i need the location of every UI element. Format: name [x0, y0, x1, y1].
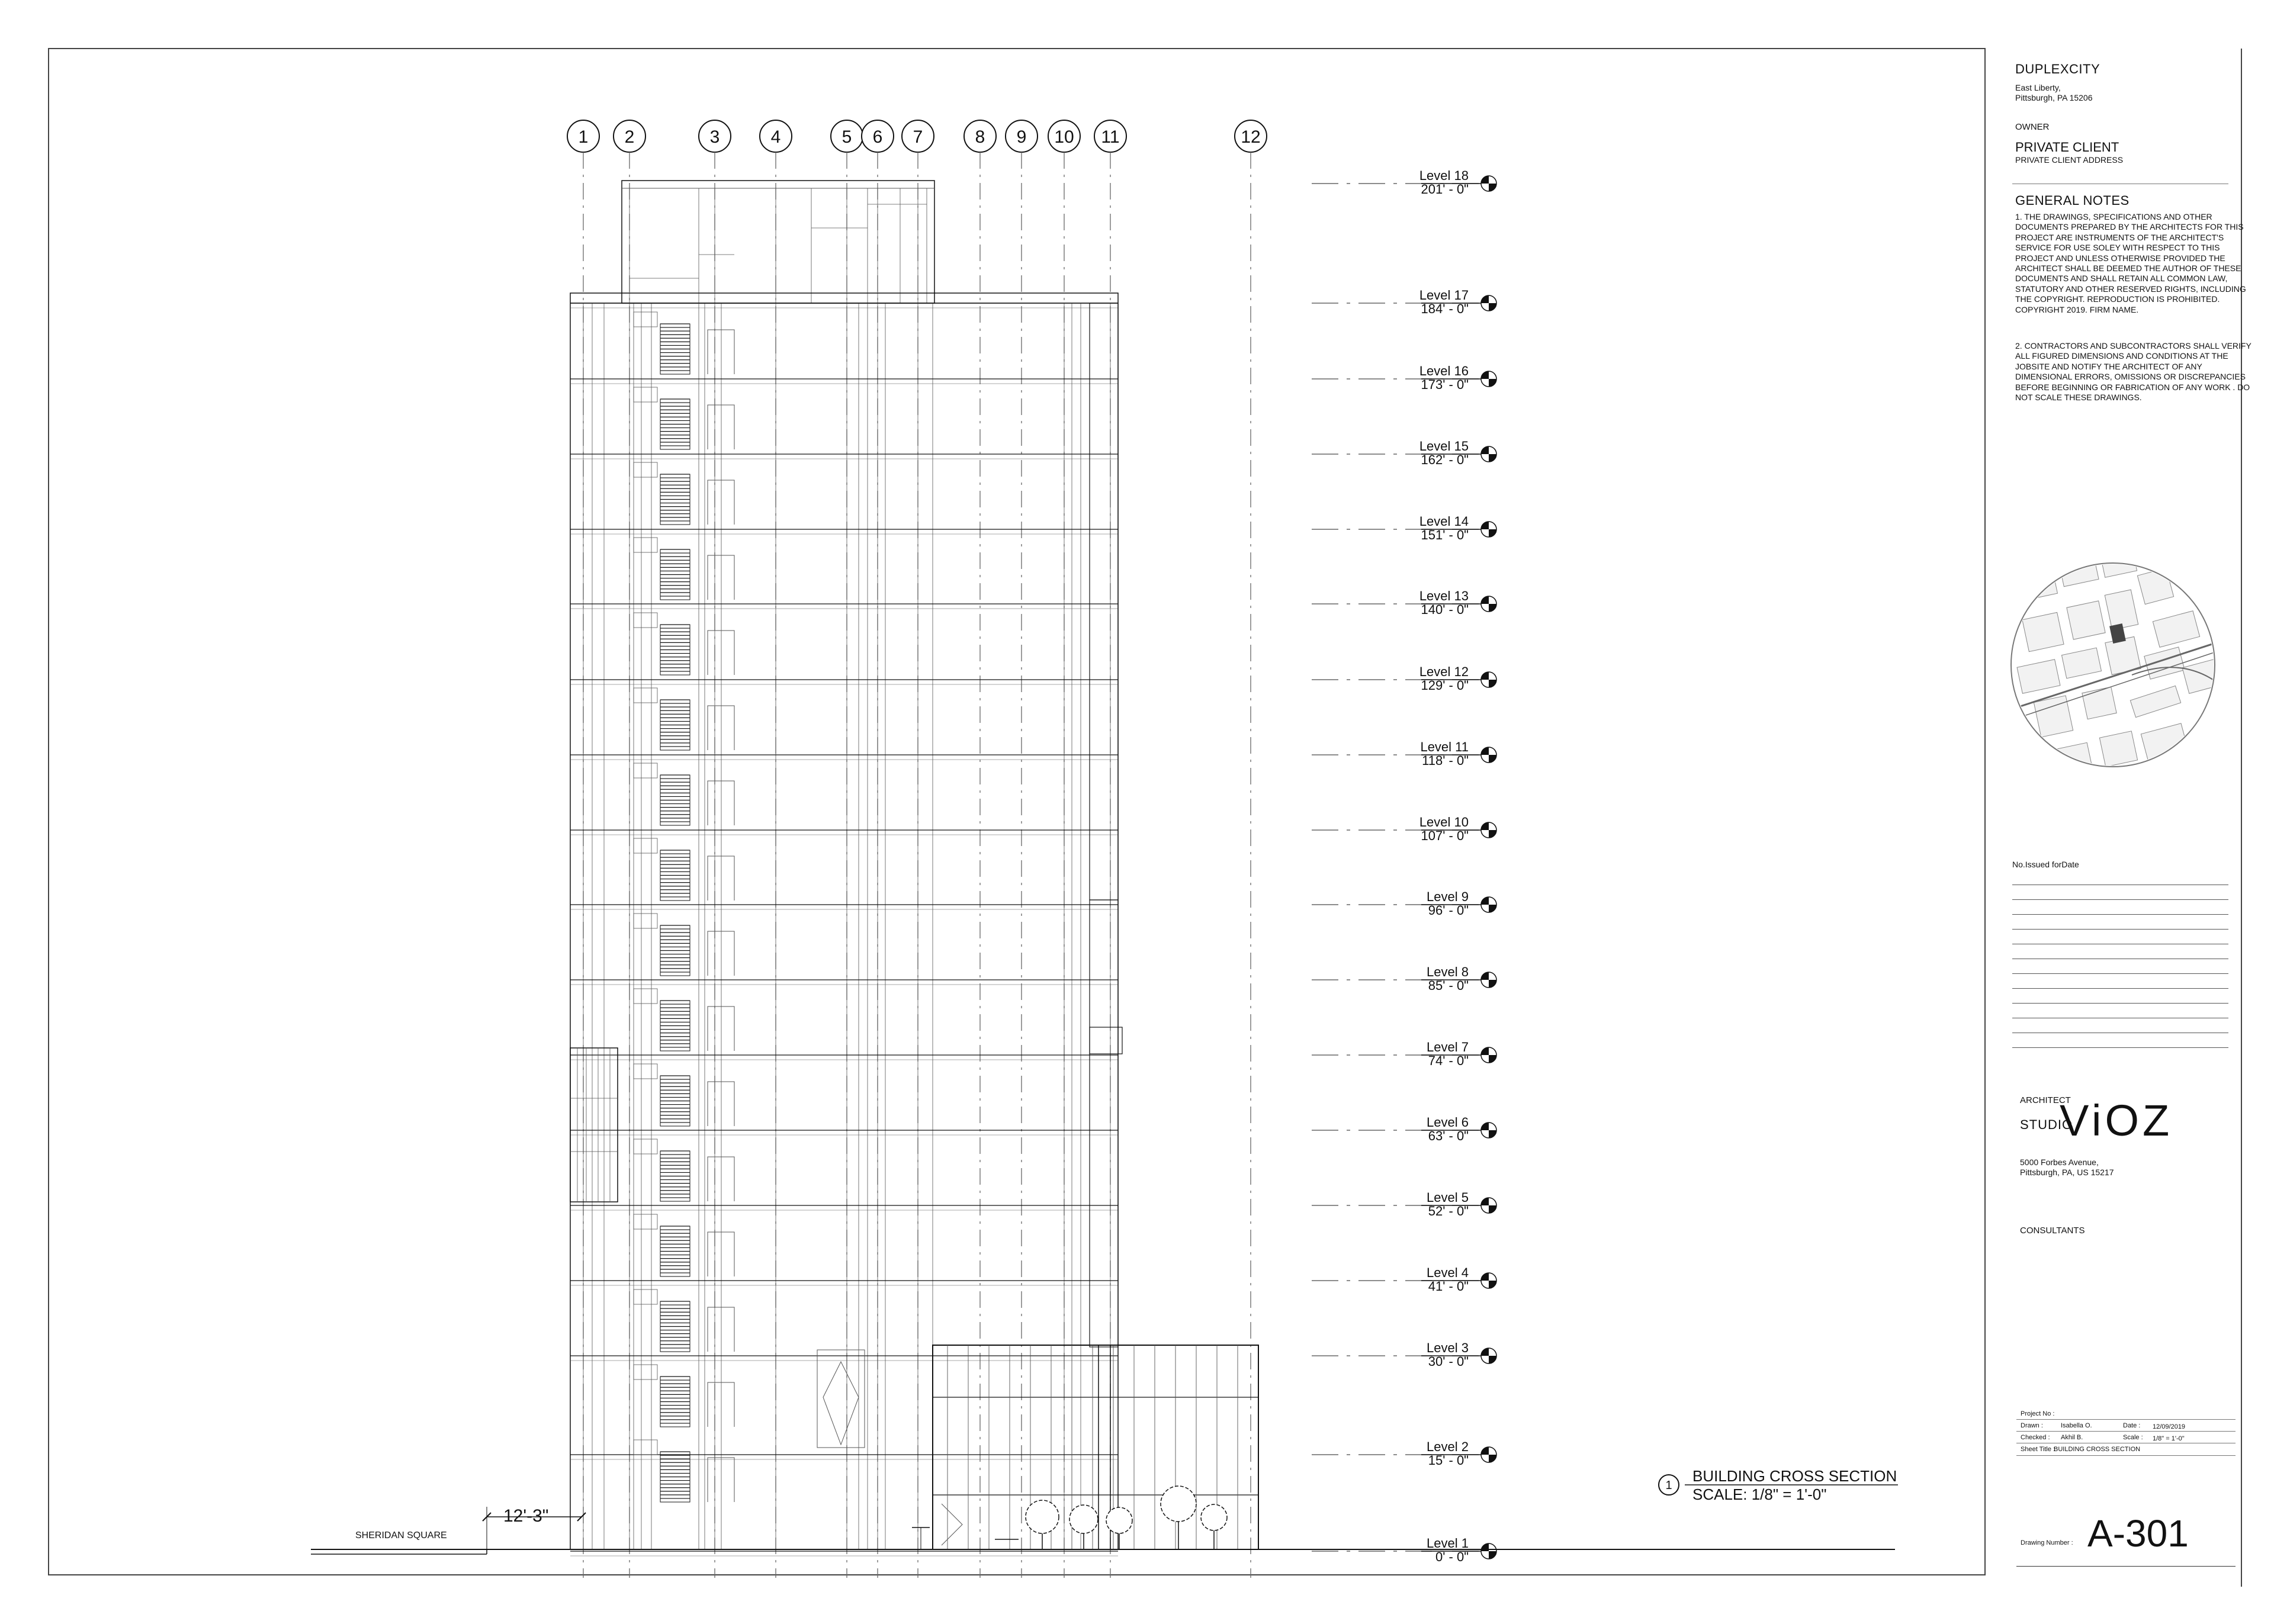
door-frame — [708, 931, 734, 976]
door-frame — [708, 480, 734, 525]
studio-logo: ViOZ — [2060, 1096, 2173, 1145]
scale-value: 1/8" = 1'-0" — [2153, 1435, 2185, 1442]
tree-icon — [1069, 1505, 1098, 1549]
view-scale-text: SCALE: 1/8" = 1'-0" — [1692, 1485, 1827, 1503]
level-elevation: 184' - 0" — [1421, 301, 1469, 316]
door-frame — [708, 631, 734, 675]
level-elevation: 118' - 0" — [1422, 753, 1469, 768]
issue-row — [2012, 900, 2228, 915]
grid-8 — [964, 120, 996, 1578]
grid-label: 6 — [872, 127, 883, 147]
level-markers — [1312, 168, 1496, 1564]
level-name: Level 4 — [1427, 1265, 1469, 1280]
level-name: Level 14 — [1419, 514, 1469, 529]
checked-label: Checked : — [2021, 1434, 2050, 1441]
stair-run — [634, 989, 690, 1051]
level-name: Level 9 — [1427, 889, 1469, 904]
level-name: Level 10 — [1419, 815, 1469, 829]
stair-run — [634, 914, 690, 976]
owner-address: PRIVATE CLIENT ADDRESS — [2015, 155, 2124, 165]
level-marker — [1312, 815, 1496, 843]
issue-table — [2012, 870, 2228, 1048]
project-address-2: Pittsburgh, PA 15206 — [2015, 93, 2093, 102]
door-frame — [708, 1307, 734, 1352]
level-marker — [1312, 364, 1496, 392]
issue-row — [2012, 930, 2228, 944]
stair-run — [634, 688, 690, 750]
lobby-door — [817, 1350, 865, 1448]
grid-9 — [1006, 120, 1038, 1578]
door-frame — [708, 1082, 734, 1126]
stair-run — [634, 1139, 690, 1201]
street-label: SHERIDAN SQUARE — [355, 1530, 447, 1541]
stair-run — [634, 462, 690, 525]
date-value: 12/09/2019 — [2153, 1423, 2186, 1430]
level-marker — [1312, 739, 1496, 768]
grid-label: 5 — [841, 127, 852, 147]
level-marker — [1312, 1265, 1496, 1294]
grid-12 — [1235, 120, 1267, 1578]
door-frame — [708, 1382, 734, 1427]
drawn-value: Isabella O. — [2061, 1422, 2092, 1429]
tree-icon — [1161, 1486, 1196, 1549]
level-elevation: 107' - 0" — [1421, 828, 1469, 843]
info-rule-1 — [2016, 1419, 2236, 1420]
stair-run — [634, 387, 690, 449]
grid-label: 10 — [1054, 127, 1074, 147]
level-elevation: 85' - 0" — [1428, 978, 1469, 993]
date-label: Date : — [2123, 1422, 2141, 1429]
stair-run — [634, 838, 690, 901]
issue-row — [2012, 1033, 2228, 1048]
grid-label: 9 — [1016, 127, 1027, 147]
level-marker — [1312, 168, 1496, 197]
stair-run — [634, 1365, 690, 1427]
info-rule-2 — [2016, 1431, 2236, 1432]
level-marker — [1312, 964, 1496, 993]
door-frame — [708, 555, 734, 600]
drawing-number: A-301 — [2087, 1512, 2189, 1555]
level-elevation: 30' - 0" — [1428, 1354, 1469, 1369]
general-notes-heading: GENERAL NOTES — [2015, 193, 2130, 208]
tree-icon — [1201, 1504, 1227, 1549]
level-elevation: 41' - 0" — [1428, 1279, 1469, 1294]
info-rule-5 — [2016, 1566, 2236, 1567]
tower-body — [570, 293, 1118, 1549]
level-name: Level 7 — [1427, 1040, 1469, 1054]
level-elevation: 151' - 0" — [1421, 528, 1469, 542]
stair-run — [634, 1440, 690, 1502]
issue-table-header: No.Issued forDate — [2012, 860, 2079, 869]
architect-address-1: 5000 Forbes Avenue, — [2020, 1157, 2099, 1167]
level-name: Level 5 — [1427, 1190, 1469, 1205]
level-name: Level 16 — [1419, 364, 1469, 378]
general-note-2: 2. CONTRACTORS AND SUBCONTRACTORS SHALL VERIFY ALL FIGURED DIMENSIONS AND CONDITIONS AT THE JOBSITE AND NOTIFY THE ARCHITECT OF ANY DIMENSIONAL ERRORS, OMISSIONS OR DISCREPANCIES BEFORE BEGINNING OR FABRICATION OF ANY WORK . DO NOT SCALE THESE DRAWINGS. — [2015, 341, 2251, 403]
level-name: Level 3 — [1427, 1340, 1469, 1355]
level-name: Level 13 — [1419, 589, 1469, 603]
consultants-label: CONSULTANTS — [2020, 1226, 2085, 1236]
grid-label: 8 — [975, 127, 985, 147]
level-marker — [1312, 288, 1496, 316]
view-title — [1659, 1467, 1898, 1503]
sheet-title-label: Sheet Title : — [2021, 1446, 2055, 1453]
door-frame — [708, 781, 734, 825]
stair-run — [634, 763, 690, 825]
owner-label: OWNER — [2015, 122, 2050, 132]
stair-run — [634, 312, 690, 374]
grid-label: 12 — [1241, 127, 1261, 147]
project-no-label: Project No : — [2021, 1410, 2055, 1417]
level-elevation: 52' - 0" — [1428, 1204, 1469, 1218]
owner-name: PRIVATE CLIENT — [2015, 140, 2119, 155]
level-elevation: 162' - 0" — [1421, 452, 1469, 467]
level-marker — [1312, 1115, 1496, 1143]
level-marker — [1312, 589, 1496, 617]
level-name: Level 2 — [1427, 1439, 1469, 1454]
level-marker — [1312, 664, 1496, 693]
checked-value: Akhil B. — [2061, 1434, 2083, 1441]
issue-row — [2012, 885, 2228, 900]
level-elevation: 63' - 0" — [1428, 1128, 1469, 1143]
level-name: Level 11 — [1420, 739, 1469, 754]
level-marker — [1312, 1040, 1496, 1068]
drawing-number-label: Drawing Number : — [2021, 1539, 2073, 1546]
level-marker — [1312, 514, 1496, 542]
level-elevation: 74' - 0" — [1428, 1053, 1469, 1068]
architect-address-2: Pittsburgh, PA, US 15217 — [2020, 1168, 2114, 1177]
level-elevation: 96' - 0" — [1428, 903, 1469, 918]
door-frame — [708, 405, 734, 449]
issue-row — [2012, 989, 2228, 1004]
tower-crown — [622, 181, 934, 303]
stair-run — [634, 1214, 690, 1276]
project-address-1: East Liberty, — [2015, 83, 2061, 92]
stair-run — [634, 1289, 690, 1352]
view-title-text: BUILDING CROSS SECTION — [1692, 1467, 1897, 1485]
level-name: Level 12 — [1419, 664, 1469, 679]
right-projection — [1090, 303, 1118, 900]
level-name: Level 15 — [1419, 439, 1469, 454]
level-name: Level 17 — [1419, 288, 1469, 303]
issue-row — [2012, 944, 2228, 959]
level-name: Level 1 — [1427, 1536, 1469, 1551]
door-frame — [708, 1458, 734, 1502]
door-frame — [708, 1232, 734, 1276]
project-name: DUPLEXCITY — [2015, 62, 2100, 76]
info-rule-4 — [2016, 1455, 2236, 1456]
level-name: Level 6 — [1427, 1115, 1469, 1130]
door-frame — [708, 706, 734, 750]
stair-run — [634, 613, 690, 675]
door-frame — [708, 856, 734, 901]
sheet-title-value: BUILDING CROSS SECTION — [2054, 1446, 2141, 1453]
level-elevation: 129' - 0" — [1421, 678, 1469, 693]
level-elevation: 140' - 0" — [1421, 602, 1469, 617]
drawn-label: Drawn : — [2021, 1422, 2043, 1429]
grid-label: 4 — [770, 127, 781, 147]
level-elevation: 201' - 0" — [1421, 182, 1469, 197]
dimension-text: 12'-3" — [503, 1506, 549, 1526]
grid-label: 11 — [1101, 127, 1120, 147]
studio-label-small: STUDIO — [2020, 1117, 2073, 1132]
door-frame — [708, 1006, 734, 1051]
issue-row — [2012, 1018, 2228, 1033]
sheet-border — [49, 49, 1985, 1575]
building-elevation — [570, 181, 1258, 1556]
issue-row — [2012, 1004, 2228, 1018]
issue-row — [2012, 915, 2228, 930]
level-elevation: 173' - 0" — [1421, 377, 1469, 392]
level-name: Level 8 — [1427, 964, 1469, 979]
stair-run — [634, 538, 690, 600]
grid-lines — [567, 120, 1267, 1578]
grid-label: 7 — [913, 127, 923, 147]
level-marker — [1312, 1439, 1496, 1468]
issue-row — [2012, 959, 2228, 974]
level-marker — [1312, 439, 1496, 467]
stair-run — [634, 1064, 690, 1126]
level-elevation: 15' - 0" — [1428, 1453, 1469, 1468]
issue-row — [2012, 974, 2228, 989]
grid-label: 2 — [624, 127, 635, 147]
level-marker — [1312, 889, 1496, 918]
location-map — [2008, 548, 2227, 806]
level-marker — [1312, 1190, 1496, 1218]
grid-label: 3 — [709, 127, 720, 147]
level-marker — [1312, 1340, 1496, 1369]
door-frame — [708, 330, 734, 374]
level-elevation: 0' - 0" — [1435, 1549, 1469, 1564]
scale-label: Scale : — [2123, 1434, 2143, 1441]
grid-label: 1 — [578, 127, 589, 147]
architect-label: ARCHITECT — [2020, 1095, 2071, 1105]
issue-row — [2012, 870, 2228, 885]
door-frame — [708, 1157, 734, 1201]
view-number: 1 — [1665, 1479, 1672, 1492]
level-name: Level 18 — [1419, 168, 1469, 183]
general-note-1: 1. THE DRAWINGS, SPECIFICATIONS AND OTHER DOCUMENTS PREPARED BY THE ARCHITECTS FOR THIS PROJECT ARE INSTRUMENTS OF THE ARCHITECT'S SERVICE FOR USE SOLEY WITH RESPECT TO THIS PROJECT AND UNLESS OTHERWISE PROVIDED THE ARCHITECT SHALL BE DEEMED THE AUTHOR OF THESE DOCUMENTS AND SHALL RETAIN ALL COMMON LAW, STATUTORY AND OTHER RESERVED RIGHTS, INCLUDING THE COPYRIGHT. REPRODUCTION IS PROHIBITED. COPYRIGHT 2019. FIRM NAME. — [2015, 212, 2246, 314]
